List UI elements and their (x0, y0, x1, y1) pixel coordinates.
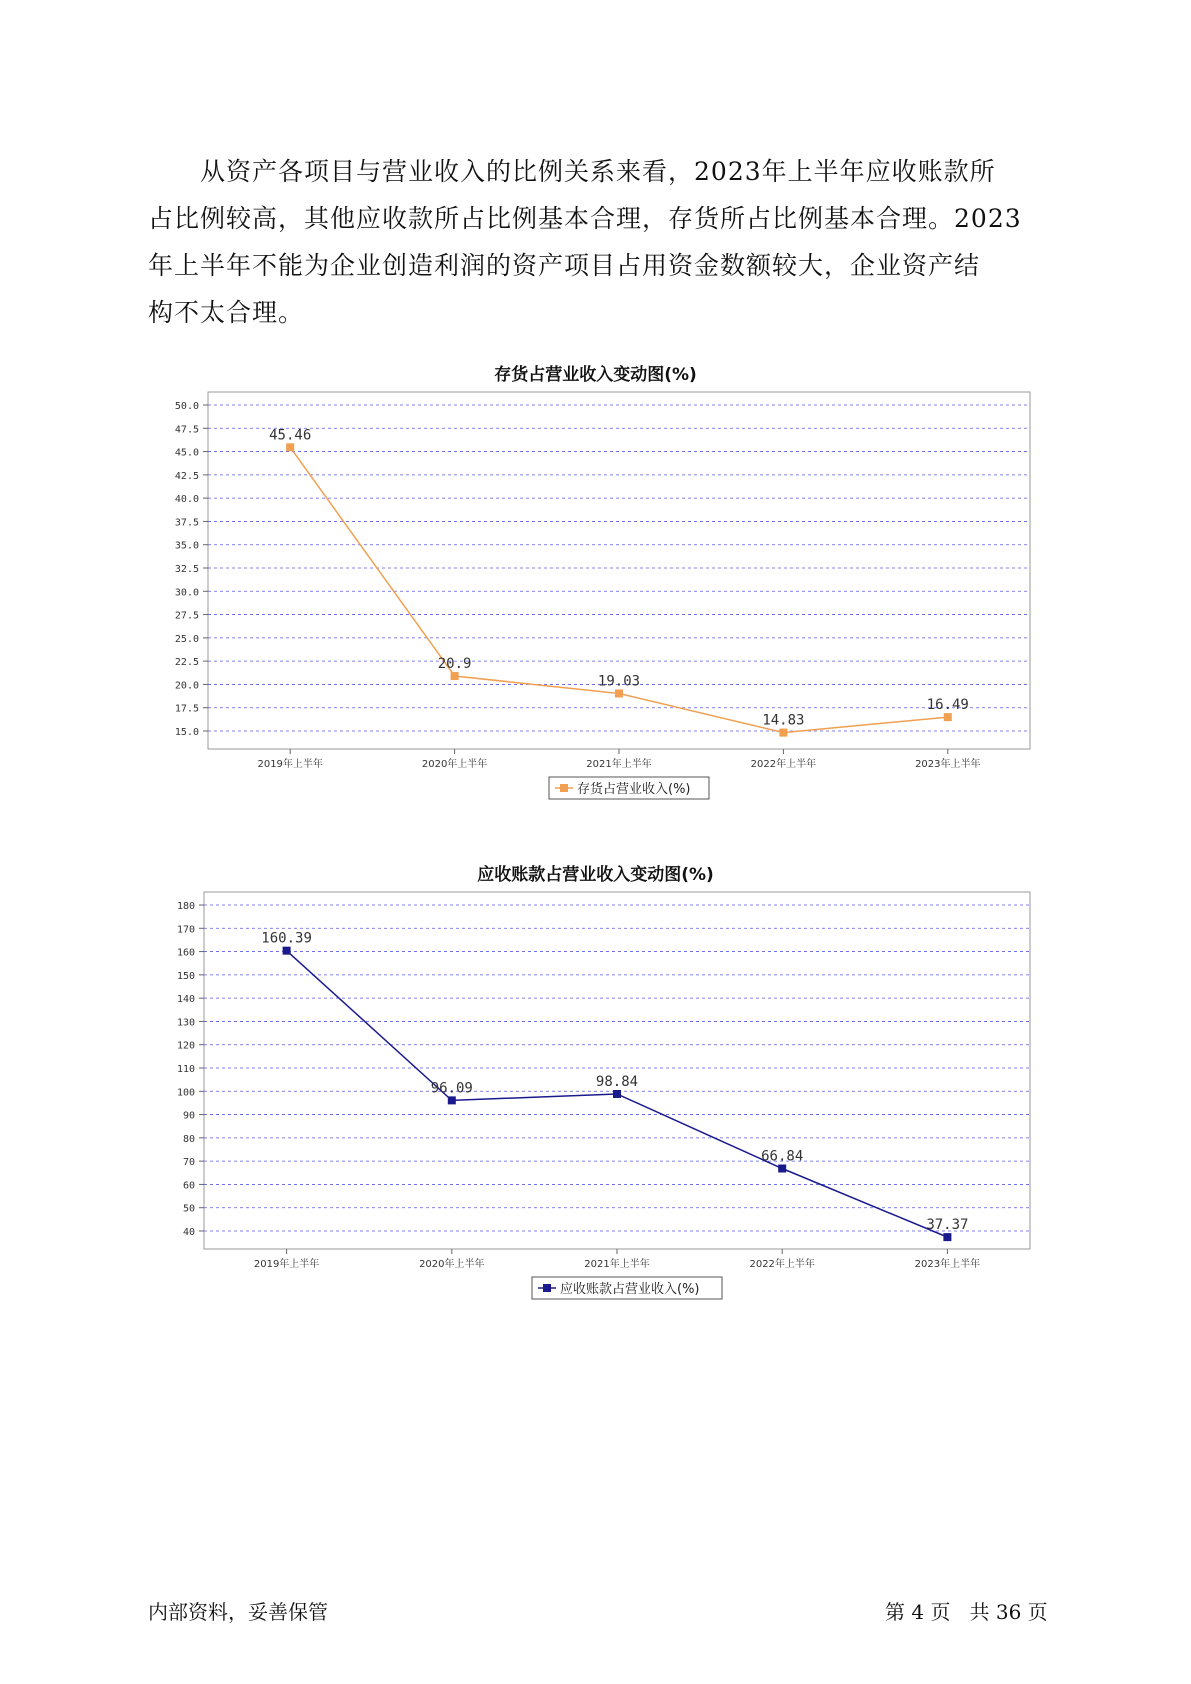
x-tick-label: 2020年上半年 (419, 1259, 485, 1270)
y-tick-label: 180 (176, 901, 195, 912)
data-point (283, 947, 291, 955)
y-tick-label: 130 (176, 1017, 195, 1029)
data-point (448, 1096, 456, 1104)
data-label: 20.9 (437, 656, 472, 673)
inventory-ratio-plot (0, 355, 1191, 810)
y-tick-label: 40.0 (174, 494, 199, 506)
data-label: 16.49 (926, 697, 969, 714)
y-tick-label: 150 (176, 970, 195, 982)
data-point (615, 689, 623, 697)
data-point (779, 729, 787, 737)
chart-title: 存货占营业收入变动图(%) (494, 365, 697, 385)
x-tick-label: 2022年上半年 (749, 1259, 815, 1270)
data-point (944, 713, 952, 721)
y-tick-label: 37.5 (174, 517, 199, 529)
y-tick-label: 30.0 (174, 587, 199, 599)
data-point (943, 1233, 951, 1241)
x-tick-label: 2023年上半年 (915, 759, 981, 770)
y-tick-label: 47.5 (174, 424, 199, 436)
footer-confidential: 内部资料，妥善保管 (148, 1600, 328, 1624)
data-point (286, 443, 294, 451)
legend-marker (560, 784, 568, 792)
data-label: 14.83 (762, 712, 805, 729)
y-tick-label: 35.0 (174, 540, 199, 552)
y-tick-label: 45.0 (174, 447, 199, 459)
data-label: 66.84 (761, 1148, 804, 1165)
receivables-ratio-plot (0, 855, 1191, 1310)
y-tick-label: 15.0 (174, 727, 199, 738)
data-label: 37.37 (926, 1217, 969, 1234)
data-label: 160.39 (261, 930, 312, 947)
y-tick-label: 90 (182, 1110, 195, 1122)
y-tick-label: 17.5 (174, 703, 199, 715)
data-point (613, 1090, 621, 1098)
x-tick-label: 2023年上半年 (914, 1259, 981, 1270)
y-tick-label: 25.0 (174, 633, 199, 645)
y-tick-label: 140 (176, 994, 195, 1006)
paragraph-line: 从资产各项目与营业收入的比例关系来看，2023年上半年应收账款所 (200, 157, 996, 186)
data-label: 19.03 (597, 673, 641, 690)
data-label: 96.09 (430, 1080, 473, 1097)
x-tick-label: 2021年上半年 (586, 759, 652, 770)
x-tick-label: 2022年上半年 (750, 759, 817, 770)
y-tick-label: 50.0 (174, 401, 199, 412)
data-point (778, 1165, 786, 1173)
y-tick-label: 27.5 (174, 610, 199, 622)
paragraph-line: 年上半年不能为企业创造利润的资产项目占用资金数额较大，企业资产结 (148, 251, 981, 280)
body-paragraph (148, 148, 1048, 336)
y-tick-label: 110 (176, 1064, 195, 1075)
paragraph-line: 占比例较高，其他应收款所占比例基本合理，存货所占比例基本合理。2023 (148, 204, 1022, 233)
y-tick-label: 40 (182, 1227, 195, 1238)
data-label: 45.46 (269, 427, 312, 444)
y-tick-label: 100 (176, 1087, 195, 1099)
y-tick-label: 20.0 (174, 680, 199, 692)
data-label: 98.84 (595, 1073, 639, 1090)
legend-label: 应收账款占营业收入(%) (560, 1282, 700, 1297)
x-tick-label: 2020年上半年 (421, 759, 488, 770)
paragraph-line: 构不太合理。 (148, 298, 305, 327)
y-tick-label: 42.5 (174, 470, 199, 482)
y-tick-label: 170 (176, 924, 195, 936)
y-tick-label: 50 (182, 1203, 195, 1215)
y-tick-label: 80 (182, 1133, 195, 1145)
x-tick-label: 2021年上半年 (584, 1259, 650, 1270)
data-point (451, 672, 459, 680)
chart-title: 应收账款占营业收入变动图(%) (477, 865, 714, 885)
y-tick-label: 120 (176, 1040, 195, 1052)
y-tick-label: 60 (182, 1180, 195, 1192)
plot-area (204, 892, 1030, 1249)
legend-label: 存货占营业收入(%) (577, 782, 691, 797)
y-tick-label: 32.5 (174, 564, 199, 575)
y-tick-label: 22.5 (174, 657, 199, 669)
x-tick-label: 2019年上半年 (253, 1259, 320, 1270)
legend-marker (543, 1284, 551, 1292)
y-tick-label: 70 (182, 1157, 195, 1169)
x-tick-label: 2019年上半年 (257, 759, 323, 770)
y-tick-label: 160 (176, 947, 195, 959)
footer-page-number: 第 4 页 共 36 页 (885, 1600, 1048, 1624)
